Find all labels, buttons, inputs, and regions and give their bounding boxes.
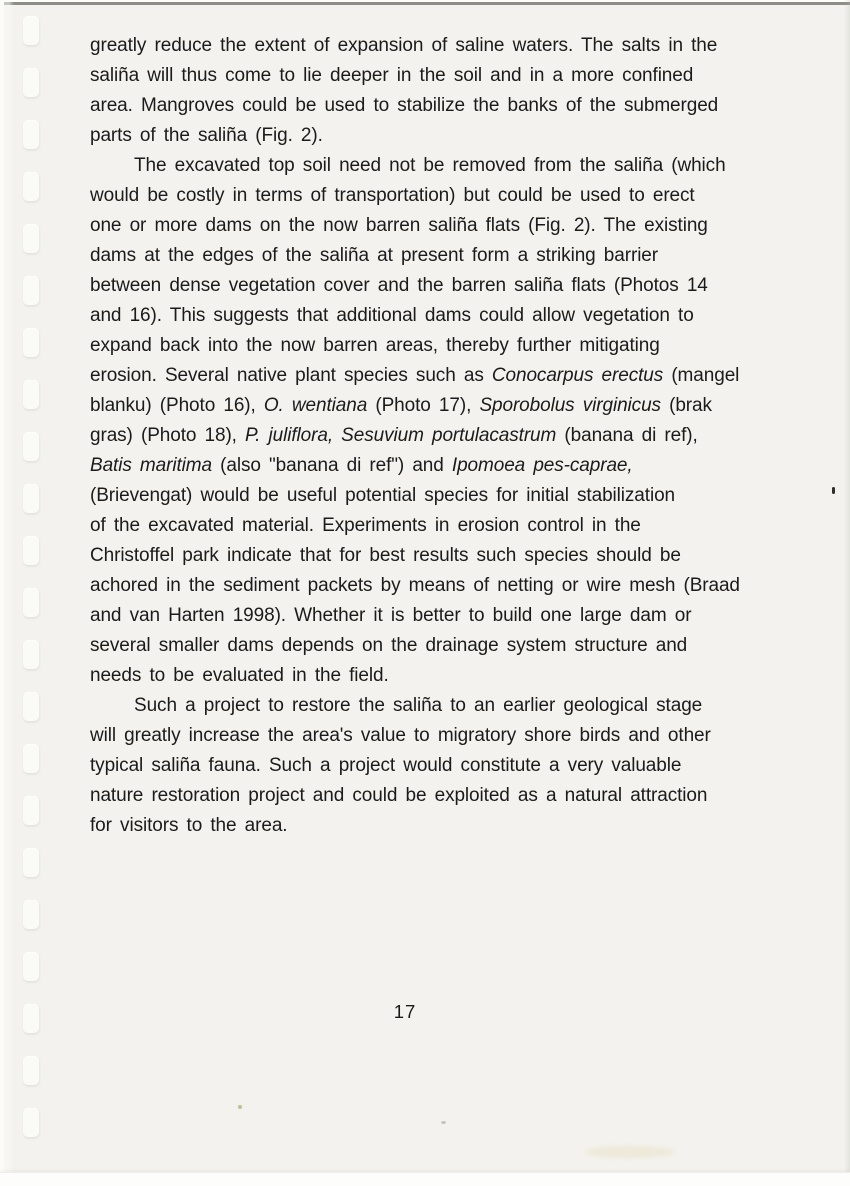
binding-hole	[23, 952, 39, 981]
text-run: Christoffel park indicate that for best results such species should be	[90, 545, 681, 566]
species-name-italic: Batis maritima	[90, 455, 212, 476]
binding-hole	[23, 692, 39, 721]
binding-hole	[23, 68, 39, 97]
binding-hole	[23, 640, 39, 669]
species-name-italic: P. juliflora, Sesuvium portulacastrum	[245, 425, 557, 446]
text-line	[90, 391, 730, 421]
text-line	[90, 181, 730, 211]
binding-hole	[23, 744, 39, 773]
text-line	[90, 121, 730, 151]
text-line	[90, 451, 730, 481]
text-run: achored in the sediment packets by means of netting or wire mesh (Braad	[90, 575, 740, 596]
binding-hole	[23, 120, 39, 149]
text-line	[90, 211, 730, 241]
text-line	[90, 241, 730, 271]
text-run: for visitors to the area.	[90, 815, 288, 836]
text-line	[90, 571, 740, 601]
text-run: and van Harten 1998). Whether it is better to build one large dam or	[90, 605, 692, 626]
scan-stain	[585, 1146, 675, 1158]
text-line	[90, 151, 730, 181]
binding-hole	[23, 432, 39, 461]
text-run: (mangel	[663, 365, 740, 386]
binding-hole	[23, 1004, 39, 1033]
text-line	[90, 31, 730, 61]
text-line	[90, 721, 730, 751]
text-run: (brak	[660, 395, 712, 416]
text-run: and 16). This suggests that additional dams could allow vegetation to	[90, 305, 694, 326]
text-line	[90, 91, 730, 121]
text-line	[90, 61, 730, 91]
binding-hole	[23, 380, 39, 409]
species-name-italic: Ipomoea pes-caprae,	[451, 455, 633, 476]
page-number: 17	[393, 1001, 417, 1022]
text-run: typical saliña fauna. Such a project would constitute a very valuable	[90, 755, 682, 776]
binding-hole	[23, 172, 39, 201]
text-run: gras) (Photo 18),	[90, 425, 246, 446]
text-run: dams at the edges of the saliña at present form a striking barrier	[90, 245, 659, 266]
text-run: (Brievengat) would be useful potential species for initial stabilization	[90, 485, 676, 506]
text-line	[90, 481, 730, 511]
binding-hole	[23, 1108, 39, 1137]
text-run: The excavated top soil need not be removed from the saliña (which	[134, 155, 726, 176]
text-run: blanku) (Photo 16),	[90, 395, 264, 416]
scan-speck	[238, 1105, 242, 1109]
binding-hole	[23, 224, 39, 253]
binding-hole	[23, 484, 39, 513]
text-run: (Photo 17),	[367, 395, 480, 416]
text-run: between dense vegetation cover and the barren saliña flats (Photos 14	[90, 275, 708, 296]
binding-hole	[23, 848, 39, 877]
binding-hole	[23, 536, 39, 565]
scan-bottom-edge	[0, 1172, 850, 1186]
species-name-italic: Sporobolus virginicus	[479, 395, 661, 416]
text-line	[90, 691, 730, 721]
text-line	[90, 751, 730, 781]
text-run: Such a project to restore the saliña to an earlier geological stage	[134, 695, 703, 716]
text-run: parts of the saliña (Fig. 2).	[90, 125, 323, 146]
text-run: saliña will thus come to lie deeper in the soil and in a more confined	[90, 65, 694, 86]
text-line	[90, 631, 730, 661]
text-run: would be costly in terms of transportation) but could be used to erect	[90, 185, 695, 206]
text-run: erosion. Several native plant species such as	[90, 365, 492, 386]
binding-hole	[23, 16, 39, 45]
text-line	[90, 661, 730, 691]
binding-hole	[23, 1056, 39, 1085]
text-run: one or more dams on the now barren saliña flats (Fig. 2). The existing	[90, 215, 708, 236]
text-line	[90, 331, 730, 361]
scan-speck	[832, 487, 835, 494]
text-line	[90, 271, 730, 301]
text-run: (also "banana di ref") and	[211, 455, 452, 476]
binding-hole	[23, 900, 39, 929]
text-line	[90, 811, 730, 841]
text-line	[90, 601, 730, 631]
text-line	[90, 361, 740, 391]
text-line	[90, 781, 730, 811]
scan-speck	[441, 1121, 446, 1124]
text-run: of the excavated material. Experiments in erosion control in the	[90, 515, 641, 536]
text-line	[90, 301, 730, 331]
text-run: several smaller dams depends on the drainage system structure and	[90, 635, 688, 656]
text-run: will greatly increase the area's value to migratory shore birds and other	[90, 725, 711, 746]
text-run: nature restoration project and could be exploited as a natural attraction	[90, 785, 708, 806]
text-line	[90, 541, 730, 571]
binding-hole	[23, 588, 39, 617]
scan-top-edge	[0, 0, 850, 7]
text-line	[90, 421, 730, 451]
text-run: (banana di ref),	[556, 425, 698, 446]
text-run: expand back into the now barren areas, thereby further mitigating	[90, 335, 660, 356]
binding-hole	[23, 328, 39, 357]
text-run: needs to be evaluated in the field.	[90, 665, 389, 686]
text-run: greatly reduce the extent of expansion of saline waters. The salts in the	[90, 35, 718, 56]
binding-hole	[23, 276, 39, 305]
species-name-italic: O. wentiana	[263, 395, 368, 416]
species-name-italic: Conocarpus erectus	[491, 365, 664, 386]
text-run: area. Mangroves could be used to stabilize the banks of the submerged	[90, 95, 719, 116]
binding-hole	[23, 796, 39, 825]
page-text	[90, 31, 740, 841]
scan-right-edge	[844, 0, 850, 1186]
binding-holes	[0, 0, 60, 1186]
text-line	[90, 511, 730, 541]
